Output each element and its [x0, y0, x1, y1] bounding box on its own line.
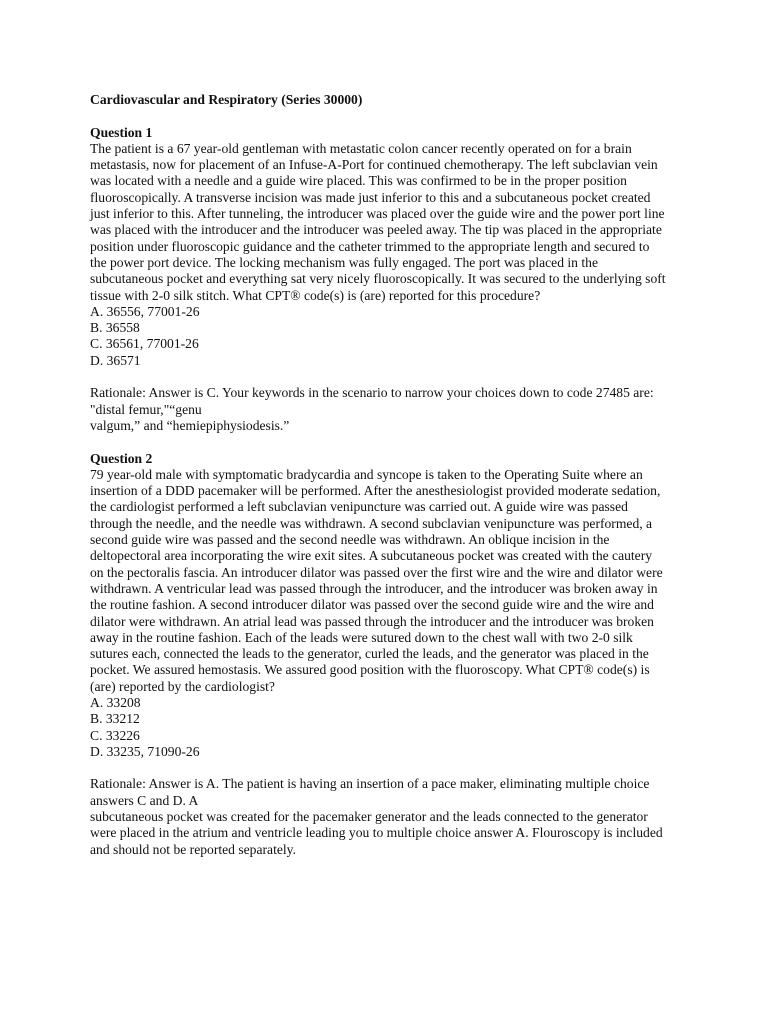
- question-text-line: just inferior to this. After tunneling, the introducer was placed over the guide wire and the power port line: [90, 206, 665, 222]
- answer-option: D. 36571: [90, 352, 141, 368]
- question-text-line: second guide wire was passed and the second needle was withdrawn. An oblique incision in the: [90, 532, 610, 548]
- answer-option: B. 36558: [90, 320, 140, 336]
- question-text-line: 79 year-old male with symptomatic bradycardia and syncope is taken to the Operating Suite where an: [90, 466, 643, 482]
- spacer: [90, 369, 690, 385]
- answer-option: D. 33235, 71090-26: [90, 743, 200, 759]
- question-heading: Question 1: [90, 124, 153, 140]
- question-text-line: was placed with the introducer and the introducer was peeled away. The tip was placed in the appropriate: [90, 222, 662, 238]
- question-text-line: pocket. We assured hemostasis. We assured good position with the fluoroscopy. What CPT® code(s) is: [90, 662, 650, 678]
- spacer: [90, 108, 690, 124]
- question-text-line: fluoroscopically. A transverse incision was made just inferior to this and a subcutaneous pocket created: [90, 189, 651, 205]
- answer-option: A. 33208: [90, 694, 141, 710]
- question-text-line: insertion of a DDD pacemaker will be performed. After the anesthesiologist provided moderate sedation,: [90, 483, 661, 499]
- question-text-line: was located with a needle and a guide wire placed. This was confirmed to be in the proper position: [90, 173, 627, 189]
- rationale-line: valgum,” and “hemiepiphysiodesis.”: [90, 417, 290, 433]
- question-text-line: through the needle, and the needle was withdrawn. A second subclavian venipuncture was performed, a: [90, 515, 653, 531]
- question-text-line: deltopectoral area incorporating the wire exit sites. A subcutaneous pocket was created with the cautery: [90, 548, 653, 564]
- answer-option: C. 36561, 77001-26: [90, 336, 199, 352]
- document-page: [90, 92, 690, 858]
- question-text-line: dilator were withdrawn. An atrial lead was passed through the introducer and the introducer was broken: [90, 613, 654, 629]
- question-text-line: tissue with 2-0 silk stitch. What CPT® code(s) is (are) reported for this procedure?: [90, 287, 541, 303]
- question-text-line: the routine fashion. A second introducer dilator was passed over the second guide wire and the wire and: [90, 597, 654, 613]
- rationale-line: Rationale: Answer is C. Your keywords in the scenario to narrow your choices down to code 27485 are:: [90, 385, 654, 401]
- question-section: [90, 125, 690, 451]
- question-text-line: sutures each, connected the leads to the generator, curled the leads, and the generator was placed in the: [90, 646, 649, 662]
- spacer: [90, 760, 690, 776]
- question-text-line: The patient is a 67 year-old gentleman with metastatic colon cancer recently operated on for a brain: [90, 140, 632, 156]
- rationale-line: and should not be reported separately.: [90, 841, 296, 857]
- question-heading: Question 2: [90, 450, 153, 466]
- question-text-line: the cardiologist performed a left subclavian venipuncture was carried out. A guide wire was passed: [90, 499, 628, 515]
- question-text-line: subcutaneous pocket and everything sat very nicely fluoroscopically. It was secured to the underlying soft: [90, 271, 666, 287]
- questions-container: [90, 125, 690, 858]
- question-text-line: position under fluoroscopic guidance and the catheter trimmed to the appropriate length and secured to: [90, 238, 650, 254]
- question-text-line: away in the routine fashion. Each of the leads were sutured down to the chest wall with two 2-0 silk: [90, 629, 633, 645]
- question-section: [90, 451, 690, 858]
- rationale-line: Rationale: Answer is A. The patient is having an insertion of a pace maker, eliminating multiple choice: [90, 776, 650, 792]
- answer-option: C. 33226: [90, 727, 140, 743]
- question-text-line: withdrawn. A ventricular lead was passed through the introducer, and the introducer was broken away in: [90, 580, 658, 596]
- answer-option: B. 33212: [90, 711, 140, 727]
- rationale-line: "distal femur,"“genu: [90, 401, 202, 417]
- question-text-line: on the pectoralis fascia. An introducer dilator was passed over the first wire and the wire and dilator were: [90, 564, 663, 580]
- question-text-line: metastasis, now for placement of an Infuse-A-Port for continued chemotherapy. The left subclavian vein: [90, 157, 658, 173]
- document-title: Cardiovascular and Respiratory (Series 30000): [90, 92, 363, 107]
- question-text-line: the power port device. The locking mechanism was fully engaged. The port was placed in the: [90, 254, 598, 270]
- question-text-line: (are) reported by the cardiologist?: [90, 678, 275, 694]
- answer-option: A. 36556, 77001-26: [90, 303, 200, 319]
- rationale-line: subcutaneous pocket was created for the pacemaker generator and the leads connected to the generator: [90, 809, 648, 825]
- spacer: [90, 434, 690, 450]
- rationale-line: were placed in the atrium and ventricle leading you to multiple choice answer A. Flouroscopy is included: [90, 825, 663, 841]
- rationale-line: answers C and D. A: [90, 792, 199, 808]
